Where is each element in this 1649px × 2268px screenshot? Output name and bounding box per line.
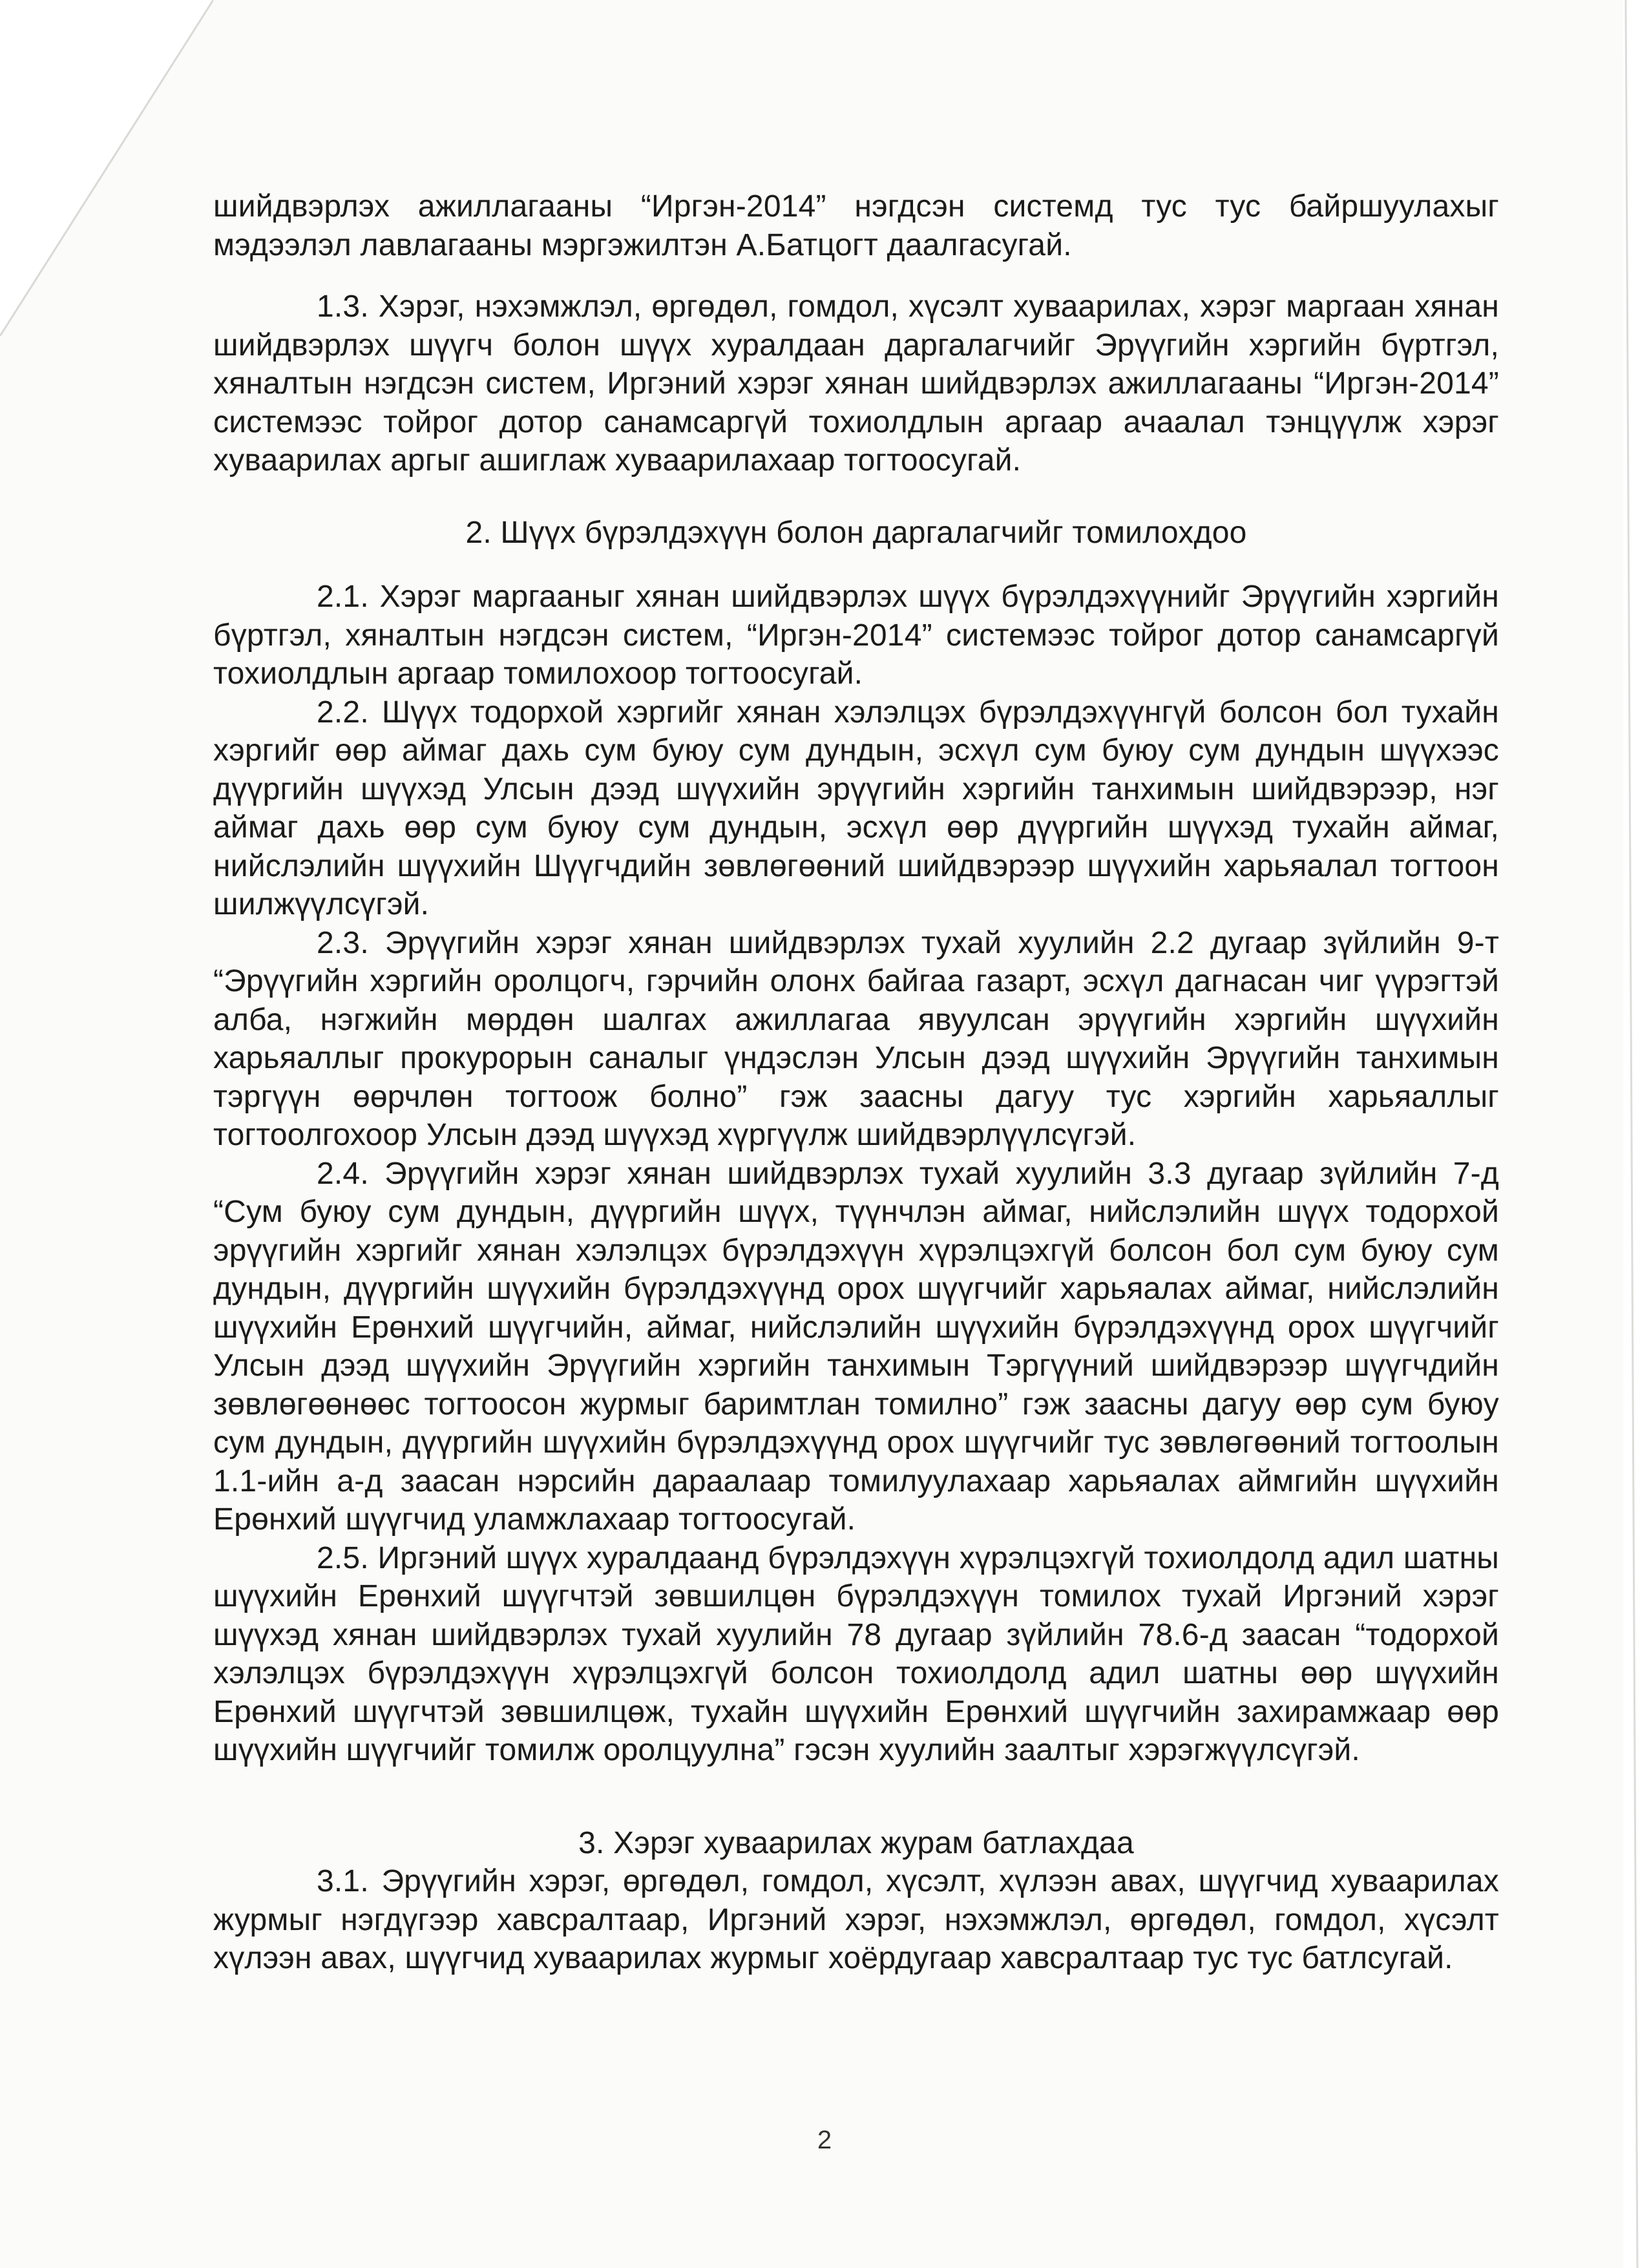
- clause-2-2: 2.2. Шүүх тодорхой хэргийг хянан хэлэлцэх бүрэлдэхүүнгүй болсон бол тухайн хэргийг өөр аймаг дахь сум буюу сум дундын, эсхүл сум буюу сум дундын шүүхээс дүүргийн шүүхэд Улсын дээд шүүхийн эрүүгийн хэргийн танхимын шийдвэрээр, нэг аймаг дахь өөр сум буюу сум дундын, эсхүл өөр дүүргийн шүүхэд тухайн аймаг, нийслэлийн шүүхийн Шүүгчдийн зөвлөгөөний шийдвэрээр шүүхийн харьяалал тогтоон шилжүүлсүгэй.: [213, 695, 1499, 921]
- page-number: 2: [817, 2126, 832, 2154]
- clause-3-1: 3.1. Эрүүгийн хэрэг, өргөдөл, гомдол, хүсэлт, хүлээн авах, шүүгчид хуваарилах журмыг нэгдүгээр хавсралтаар, Иргэний хэрэг, нэхэмжлэл, өргөдөл, гомдол, хүсэлт хүлээн авах, шүүгчид хуваарилах журмыг хоёрдугаар хавсралтаар тус тус батлсугай.: [213, 1864, 1499, 1975]
- scan-shadow-edge: [1623, 0, 1649, 2268]
- paragraph-continuation: шийдвэрлэх ажиллагааны “Иргэн-2014” нэгдсэн системд тус тус байршуулахыг мэдээлэл лавлагааны мэргэжилтэн А.Батцогт даалгасугай.: [213, 189, 1499, 262]
- clause-2-4: 2.4. Эрүүгийн хэрэг хянан шийдвэрлэх тухай хуулийн 3.3 дугаар зүйлийн 7-д “Сум буюу сум дундын, дүүргийн шүүх, түүнчлэн аймаг, нийслэлийн шүүх тодорхой эрүүгийн хэргийг хянан хэлэлцэх бүрэлдэхүүн хүрэлцэхгүй болсон бол сум буюу сум дундын, дүүргийн шүүхийн бүрэлдэхүүнд орох шүүгчийг харьяалах аймаг, нийслэлийн шүүхийн Ерөнхий шүүгчийн, аймаг, нийслэлийн шүүхийн бүрэлдэхүүнд орох шүүгчийг Улсын дээд шүүхийн Эрүүгийн хэргийн танхимын Тэргүүний шийдвэрээр шүүгчдийн зөвлөгөөнөөс тогтоосон журмыг баримтлан томилно” гэж заасны дагуу өөр сум буюу сум дундын, дүүргийн шүүхийн бүрэлдэхүүнд орох шүүгчийг тус зөвлөгөөний тогтоолын 1.1-ийн а-д заасан нэрсийн дараалаар томилуулахаар харьяалах аймгийн шүүхийн Ерөнхий шүүгчид уламжлахаар тогтоосугай.: [213, 1156, 1499, 1537]
- clause-2-3: 2.3. Эрүүгийн хэрэг хянан шийдвэрлэх тухай хуулийн 2.2 дугаар зүйлийн 9-т “Эрүүгийн хэргийн оролцогч, гэрчийн олонх байгаа газарт, эсхүл дагнасан чиг үүрэгтэй алба, нэгжийн мөрдөн шалгах ажиллагаа явуулсан эрүүгийн хэргийн шүүхийн харьяаллыг прокурорын саналыг үндэслэн Улсын дээд шүүхийн Эрүүгийн танхимын тэргүүн өөрчлөн тогтоож болно” гэж заасны дагуу тус хэргийн харьяаллыг тогтоолгохоор Улсын дээд шүүхэд хүргүүлж шийдвэрлүүлсүгэй.: [213, 925, 1499, 1152]
- clause-2-1: 2.1. Хэрэг маргааныг хянан шийдвэрлэх шүүх бүрэлдэхүүнийг Эрүүгийн хэргийн бүртгэл, хяналтын нэгдсэн систем, “Иргэн-2014” системээс тойрог дотор санамсаргүй тохиолдлын аргаар томилохоор тогтоосугай.: [213, 580, 1499, 691]
- scan-shadow-corner: [0, 0, 213, 336]
- clause-1-3: 1.3. Хэрэг, нэхэмжлэл, өргөдөл, гомдол, хүсэлт хуваарилах, хэрэг маргаан хянан шийдвэрлэх шүүгч болон шүүх хуралдаан даргалагчийг Эрүүгийн хэргийн бүртгэл, хяналтын нэгдсэн систем, Иргэний хэрэг хянан шийдвэрлэх ажиллагааны “Иргэн-2014” системээс тойрог дотор санамсаргүй тохиолдлын аргаар ачаалал тэнцүүлж хэрэг хуваарилах аргыг ашиглаж хуваарилахаар тогтоосугай.: [213, 289, 1499, 478]
- clause-2-5: 2.5. Иргэний шүүх хуралдаанд бүрэлдэхүүн хүрэлцэхгүй тохиолдолд адил шатны шүүхийн Ерөнхий шүүгчтэй зөвшилцөн бүрэлдэхүүн томилох тухай Иргэний хэрэг шүүхэд хянан шийдвэрлэх тухай хуулийн 78 дугаар зүйлийн 78.6-д заасан “тодорхой хэлэлцэх бүрэлдэхүүн хүрэлцэхгүй болсон тохиолдолд адил шатны өөр шүүхийн Ерөнхий шүүгчтэй зөвшилцөж, тухайн шүүхийн Ерөнхий шүүгчийн захирамжаар өөр шүүхийн шүүгчийг томилж оролцуулна” гэсэн хуулийн заалтыг хэрэгжүүлсүгэй.: [213, 1540, 1499, 1767]
- section-heading-2: 2. Шүүх бүрэлдэхүүн болон даргалагчийг томилохдоо: [465, 515, 1247, 550]
- section-heading-3: 3. Хэрэг хуваарилах журам батлахдаа: [578, 1825, 1134, 1860]
- document-body: [213, 187, 1499, 1978]
